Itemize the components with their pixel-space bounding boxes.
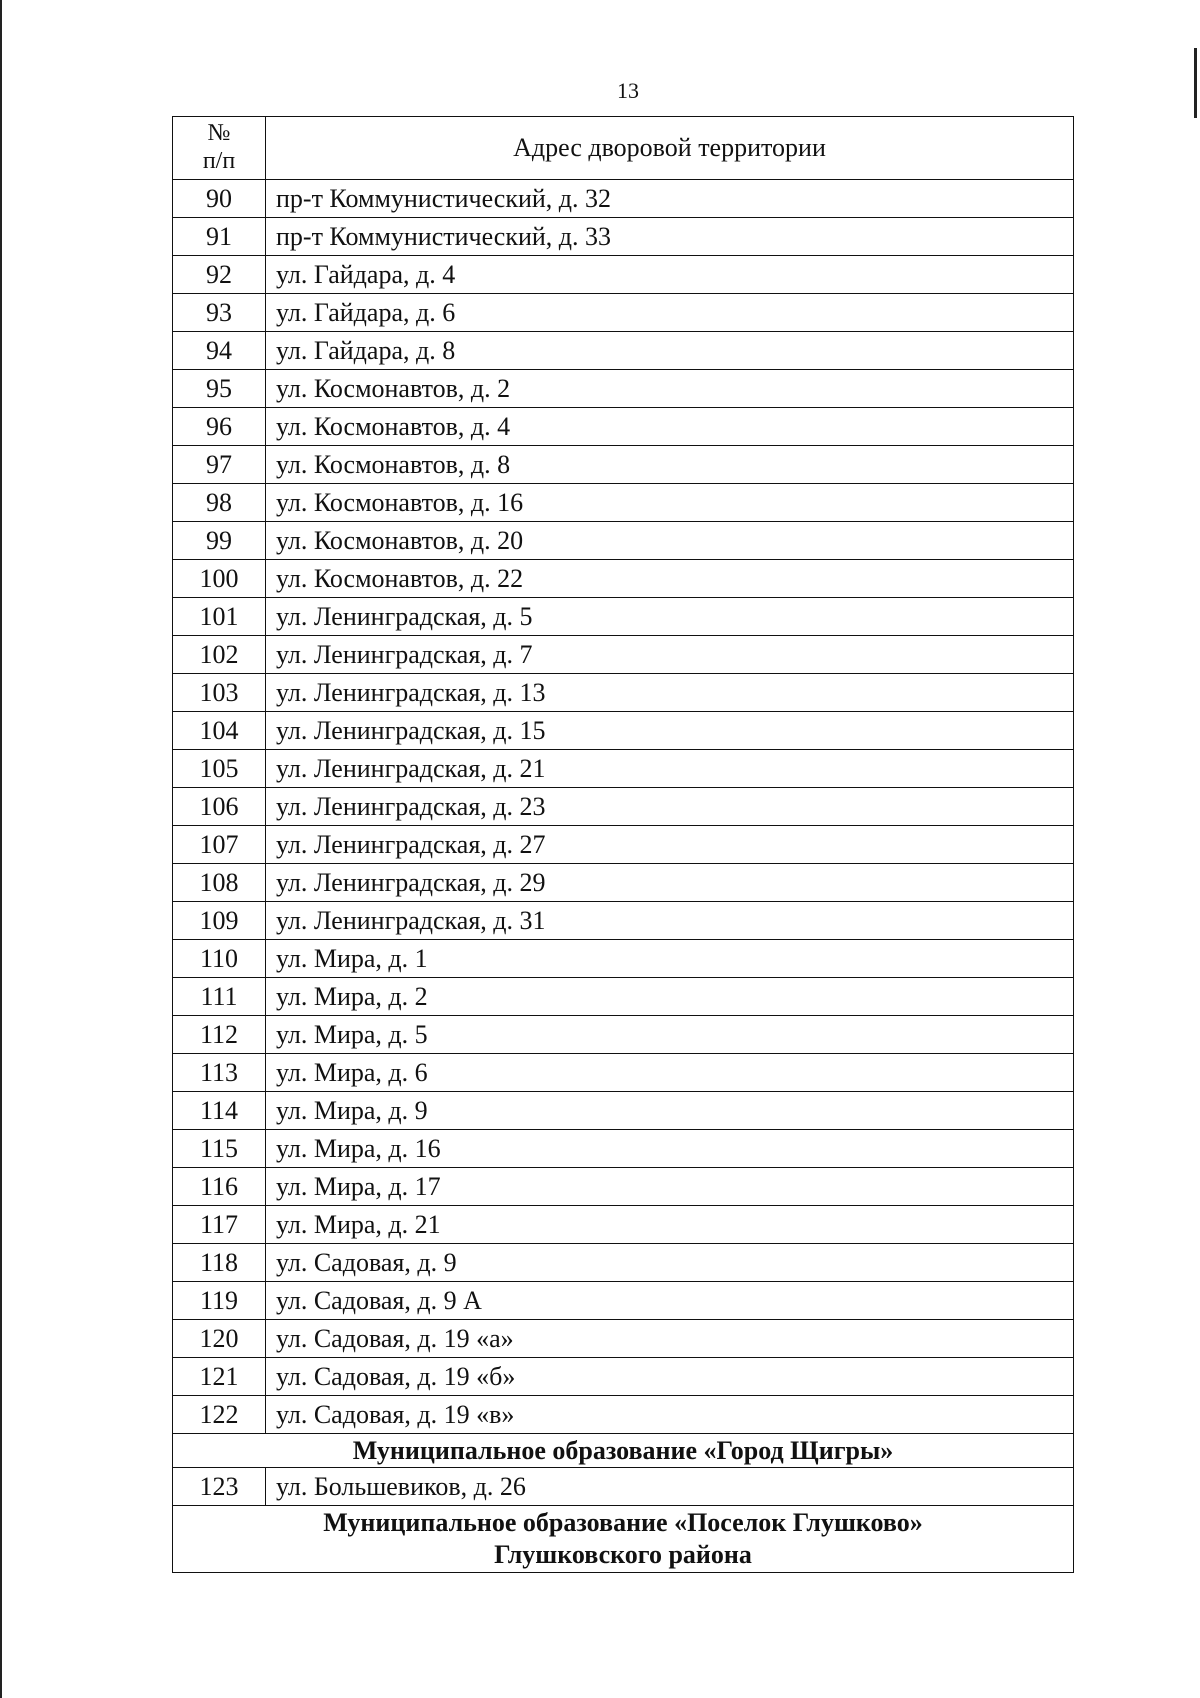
row-number: 112 — [173, 1016, 266, 1054]
row-number: 110 — [173, 940, 266, 978]
row-address: ул. Мира, д. 2 — [266, 978, 1074, 1016]
row-number: 106 — [173, 788, 266, 826]
table-row — [173, 1016, 1074, 1054]
row-address: ул. Гайдара, д. 4 — [266, 256, 1074, 294]
row-address: ул. Садовая, д. 19 «а» — [266, 1320, 1074, 1358]
section-heading-line: Муниципальное образование «Поселок Глушково» — [323, 1507, 923, 1537]
table-row — [173, 940, 1074, 978]
table-header-row — [173, 117, 1074, 180]
row-number: 104 — [173, 712, 266, 750]
row-address: ул. Космонавтов, д. 16 — [266, 484, 1074, 522]
row-address: ул. Ленинградская, д. 31 — [266, 902, 1074, 940]
row-address: ул. Мира, д. 5 — [266, 1016, 1074, 1054]
row-number: 101 — [173, 598, 266, 636]
table-row — [173, 598, 1074, 636]
row-number: 95 — [173, 370, 266, 408]
row-number: 93 — [173, 294, 266, 332]
row-number: 91 — [173, 218, 266, 256]
table-row — [173, 1320, 1074, 1358]
page-number: 13 — [617, 78, 639, 103]
table-row — [173, 294, 1074, 332]
row-number: 96 — [173, 408, 266, 446]
row-address: ул. Садовая, д. 19 «в» — [266, 1396, 1074, 1434]
table-row — [173, 408, 1074, 446]
row-address: ул. Ленинградская, д. 21 — [266, 750, 1074, 788]
table-row — [173, 864, 1074, 902]
row-number: 103 — [173, 674, 266, 712]
row-address: ул. Ленинградская, д. 5 — [266, 598, 1074, 636]
row-address: ул. Мира, д. 6 — [266, 1054, 1074, 1092]
section-row-shchigry — [173, 1434, 1074, 1468]
table-row — [173, 1468, 1074, 1506]
row-number: 105 — [173, 750, 266, 788]
row-address: ул. Ленинградская, д. 15 — [266, 712, 1074, 750]
row-number: 119 — [173, 1282, 266, 1320]
table-row — [173, 1054, 1074, 1092]
table-row — [173, 1396, 1074, 1434]
row-number: 111 — [173, 978, 266, 1016]
row-number: 109 — [173, 902, 266, 940]
row-number: 123 — [173, 1468, 266, 1506]
row-number: 98 — [173, 484, 266, 522]
row-address: ул. Мира, д. 21 — [266, 1206, 1074, 1244]
table-row — [173, 902, 1074, 940]
table-row — [173, 674, 1074, 712]
row-address: ул. Космонавтов, д. 20 — [266, 522, 1074, 560]
row-number: 117 — [173, 1206, 266, 1244]
section-heading — [173, 1434, 1074, 1468]
row-number: 121 — [173, 1358, 266, 1396]
row-address: ул. Ленинградская, д. 7 — [266, 636, 1074, 674]
row-number: 97 — [173, 446, 266, 484]
row-number: 100 — [173, 560, 266, 598]
table-row — [173, 1092, 1074, 1130]
row-number: 107 — [173, 826, 266, 864]
table-row — [173, 522, 1074, 560]
row-address: ул. Мира, д. 17 — [266, 1168, 1074, 1206]
row-number: 113 — [173, 1054, 266, 1092]
row-address: ул. Космонавтов, д. 2 — [266, 370, 1074, 408]
row-address: ул. Космонавтов, д. 4 — [266, 408, 1074, 446]
table-row — [173, 256, 1074, 294]
row-number: 92 — [173, 256, 266, 294]
table-row — [173, 978, 1074, 1016]
header-address-cell: Адрес дворовой территории — [266, 117, 1074, 180]
row-address: ул. Мира, д. 9 — [266, 1092, 1074, 1130]
table-row — [173, 370, 1074, 408]
row-address: ул. Гайдара, д. 6 — [266, 294, 1074, 332]
table-row — [173, 1282, 1074, 1320]
row-address: ул. Большевиков, д. 26 — [266, 1468, 1074, 1506]
row-number: 99 — [173, 522, 266, 560]
row-address: ул. Мира, д. 1 — [266, 940, 1074, 978]
table-row — [173, 560, 1074, 598]
section-row-glushkovo — [173, 1506, 1074, 1573]
header-number-abbr: п/п — [202, 148, 236, 174]
row-address: ул. Ленинградская, д. 27 — [266, 826, 1074, 864]
row-number: 94 — [173, 332, 266, 370]
table-row — [173, 788, 1074, 826]
section-heading-line: Глушковского района — [494, 1540, 752, 1569]
table-row — [173, 1168, 1074, 1206]
table-row — [173, 484, 1074, 522]
table-row — [173, 446, 1074, 484]
table-row — [173, 826, 1074, 864]
row-address: ул. Космонавтов, д. 22 — [266, 560, 1074, 598]
row-address: ул. Ленинградская, д. 23 — [266, 788, 1074, 826]
header-number-symbol: № — [207, 120, 231, 147]
address-table — [172, 116, 1074, 1573]
row-address: ул. Ленинградская, д. 29 — [266, 864, 1074, 902]
scan-left-edge — [0, 0, 2, 1698]
row-number: 120 — [173, 1320, 266, 1358]
row-number: 90 — [173, 180, 266, 218]
row-number: 122 — [173, 1396, 266, 1434]
row-number: 115 — [173, 1130, 266, 1168]
row-address: пр-т Коммунистический, д. 33 — [266, 218, 1074, 256]
section-heading-line: Муниципальное образование «Город Щигры» — [352, 1435, 894, 1465]
table-row — [173, 750, 1074, 788]
row-address: ул. Мира, д. 16 — [266, 1130, 1074, 1168]
table-row — [173, 712, 1074, 750]
row-number: 116 — [173, 1168, 266, 1206]
table-row — [173, 332, 1074, 370]
row-address: ул. Садовая, д. 9 — [266, 1244, 1074, 1282]
row-address: ул. Космонавтов, д. 8 — [266, 446, 1074, 484]
row-address: ул. Садовая, д. 19 «б» — [266, 1358, 1074, 1396]
row-number: 108 — [173, 864, 266, 902]
row-number: 114 — [173, 1092, 266, 1130]
table-row — [173, 1130, 1074, 1168]
row-number: 102 — [173, 636, 266, 674]
table-row — [173, 218, 1074, 256]
row-address: ул. Гайдара, д. 8 — [266, 332, 1074, 370]
header-number-cell — [173, 117, 266, 180]
table-row — [173, 636, 1074, 674]
table-row — [173, 180, 1074, 218]
table-row — [173, 1358, 1074, 1396]
section-heading — [173, 1506, 1074, 1573]
row-number: 118 — [173, 1244, 266, 1282]
row-address: пр-т Коммунистический, д. 32 — [266, 180, 1074, 218]
row-address: ул. Ленинградская, д. 13 — [266, 674, 1074, 712]
table-row — [173, 1206, 1074, 1244]
row-address: ул. Садовая, д. 9 А — [266, 1282, 1074, 1320]
table-row — [173, 1244, 1074, 1282]
